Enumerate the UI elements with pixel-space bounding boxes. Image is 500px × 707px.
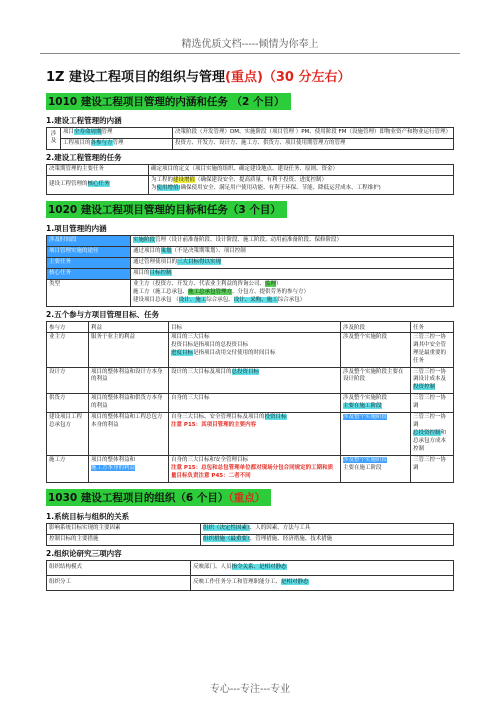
table-cell: 组织结构模式 [47, 561, 191, 576]
table-system-goals [46, 523, 454, 546]
table-row [47, 576, 454, 591]
table-cell: 主要任务 [47, 257, 131, 268]
table-cell: 核心任务 [47, 268, 131, 279]
table-row [47, 268, 454, 279]
table-cell: 涉及整个实施阶段 [341, 332, 411, 367]
table-cell: 类型 [47, 279, 131, 306]
table-cell: 组织分工 [47, 576, 191, 591]
table-cell: 供货方 [47, 394, 89, 413]
table-cell: 涉及整个实施阶段主要在设计阶段 [341, 367, 411, 394]
table-cell: 建设工程管理的核心任务 [47, 175, 149, 194]
table-cell: 项目的目标控制 [131, 268, 454, 279]
table-cell: 项目的三大目标 投资目标是指项目的总投资目标 进度目标是指项目动用交付使用的时间目标 [169, 332, 341, 367]
table-row [47, 175, 454, 194]
table-cell: 涉及整个实施阶段 主要在施工阶段 [341, 456, 411, 483]
table-cell: 项目的整体利益和供货方本身的利益 [89, 394, 169, 413]
table-cell: 涉及整个实施阶段 [341, 413, 411, 456]
table-cell: 项目的整体利益和 施工方本身的利益 [89, 456, 169, 483]
table-row [47, 456, 454, 483]
table-cell: 项目全寿命周期管理 [61, 128, 173, 139]
table-cell: 为工程的建设增值（确保建设安全、提高质量、有利于投资、进度控制） 为使用增值(确保使用安全、满足用户使用功能、有利于环保、节能、降低运营成本、工程维护) [149, 175, 454, 194]
column-header: 利益 [89, 321, 169, 332]
table-cell: 控制目标的主要措施 [47, 535, 201, 546]
table-cell: 组织（决定性因素）、人的因素、方法与工具 [201, 524, 454, 535]
column-header: 任务 [411, 321, 454, 332]
table-cell: 服务于业主的利益 [89, 332, 169, 367]
table-cell: 自身的三大目标 [169, 394, 341, 413]
section-1020-banner: 1020 建设工程项目管理的目标和任务（3 个目） [46, 201, 287, 218]
table-cell: 决策阶段（开发管理）DM、实施阶段（项目管理 ）PM、使用阶段 FM（设施管理）即物业资产和物业运行管理） [173, 128, 454, 139]
table-cell: 工程项目的各参与方管理 [61, 138, 173, 149]
table-cell: 三管三控一协调 [411, 394, 454, 413]
table-row [47, 332, 454, 367]
table-cell: 通过管理使项目的三大目标得以实现 [131, 257, 454, 268]
table-header-row [47, 321, 454, 332]
table-cell: 反映工作任务分工和管理职能分工、是相对静态 [191, 576, 454, 591]
table-cell: 三管三控一协调其中安全管理是最重要的任务 [411, 332, 454, 367]
table-cell: 项目的整体利益和设计方本身的利益 [89, 367, 169, 394]
section-1010-sub1: 1.建设工程管理的内涵 [46, 116, 122, 125]
table-cell: 三管三控一协调设计成本及投资控制 [411, 367, 454, 394]
table-row [47, 246, 454, 257]
table-management-tasks [46, 164, 454, 195]
doc-title-main: 1Z 建设工程项目的组织与管理 [46, 70, 225, 85]
table-cell: 影响系统目标实现的主要因素 [47, 524, 201, 535]
table-cell: 自身三大目标、安全管理目标及项目的投资目标 注意 P15：其项目管理的主要内容 [169, 413, 341, 456]
table-cell: 项目的整体利益和工程总包方本身的利益 [89, 413, 169, 456]
table-project-management-connotation [46, 235, 454, 307]
table-cell: 涉及整个实施阶段 主要在施工阶段 [341, 394, 411, 413]
table-cell: 确定项目的定义（项目实施的组织、确定建设地点、建设任务、原则、资金） [149, 164, 454, 175]
table-cell: 业主方（投资方、开发方、代表业主利益的咨询公司、监理） 施工方（施工总承包、施工总承包管理方、分包方、提供劳务的参与方） 建设项目总承包 （设计、施工综合承包、设计、采购、施工综合承包） [131, 279, 454, 306]
section-1020-sub1: 1.项目管理的内涵 [46, 223, 107, 233]
page-header: 精选优质文档-----倾情为你奉上 [181, 39, 319, 50]
section-1030-sub2: 2.组织论研究三项内容 [46, 549, 122, 559]
section-1030-banner: 1030 建设工程项目的组织（6 个目）（重点） [46, 489, 271, 506]
section-1010-banner: 1010 建设工程项目管理的内涵和任务 （2 个目） [46, 93, 291, 110]
table-cell: 组织措施（最重要）、管理措施、经济措施、技术措施 [201, 535, 454, 546]
section-1030-sub1: 1.系统目标与组织的关系 [46, 512, 130, 522]
table-row [47, 367, 454, 394]
table-cell: 决策期管理的主要任务 [47, 164, 149, 175]
table-row [47, 561, 454, 576]
table-five-parties [46, 321, 454, 483]
table-cell: 三管三控一协调 总投资控制和总承包方成本控制 [411, 413, 454, 456]
doc-title [46, 66, 454, 85]
header-divider [40, 53, 460, 54]
column-header: 涉及阶段 [341, 321, 411, 332]
column-header: 参与方 [47, 321, 89, 332]
doc-title-score: （30 分左右） [262, 70, 351, 85]
section-1010-sub2: 2.建设工程管理的任务 [46, 152, 122, 162]
table-row [47, 535, 454, 546]
section-1020-sub2: 2.五个参与方项目管理目标、任务 [46, 309, 160, 319]
table-cell: 业主方 [47, 332, 89, 367]
document-body [46, 58, 454, 591]
table-row [47, 164, 454, 175]
table-cell: 通过项目的策划（不是决策期策划）、项目控制 [131, 246, 454, 257]
table-cell: 投资方、开发方、设计方、施工方、供货方、项目使用期管理方的管理 [173, 138, 454, 149]
doc-title-emph: (重点) [225, 70, 263, 85]
table-cell: 项目管理实施的途径 [47, 246, 131, 257]
table-row [47, 235, 454, 246]
table-row [47, 413, 454, 456]
table-cell: 反映部门、人员指令关系、是相对静态 [191, 561, 454, 576]
table-cell: 涉及时间段 [47, 235, 131, 246]
table-cell: 设计的三大目标及项目的总投资目标 [169, 367, 341, 394]
table-row [47, 394, 454, 413]
table-cell: 施工方 [47, 456, 89, 483]
page-footer: 专心---专注---专业 [209, 684, 291, 695]
table-row [47, 257, 454, 268]
involve-label: 涉及 [47, 128, 61, 150]
table-cell: 自身的三大目标和安全管理目标 注意 P15：总包和总包管理单位都对现场分包合同规定的工期和质量目标负责注意 P45：二者不同 [169, 456, 341, 483]
table-cell: 建设项目工程总承包方 [47, 413, 89, 456]
table-row [47, 128, 454, 139]
column-header: 目标 [169, 321, 341, 332]
table-management-connotation [46, 127, 454, 150]
table-row [47, 279, 454, 306]
table-cell: 设计方 [47, 367, 89, 394]
table-row [47, 524, 454, 535]
table-cell: 三管三控一协调 [411, 456, 454, 483]
table-cell: 实施阶段管理（设计前准备阶段、设计阶段、施工阶段、动用前准备阶段、保修阶段） [131, 235, 454, 246]
table-organization-theory [46, 560, 454, 591]
table-row [47, 138, 454, 149]
